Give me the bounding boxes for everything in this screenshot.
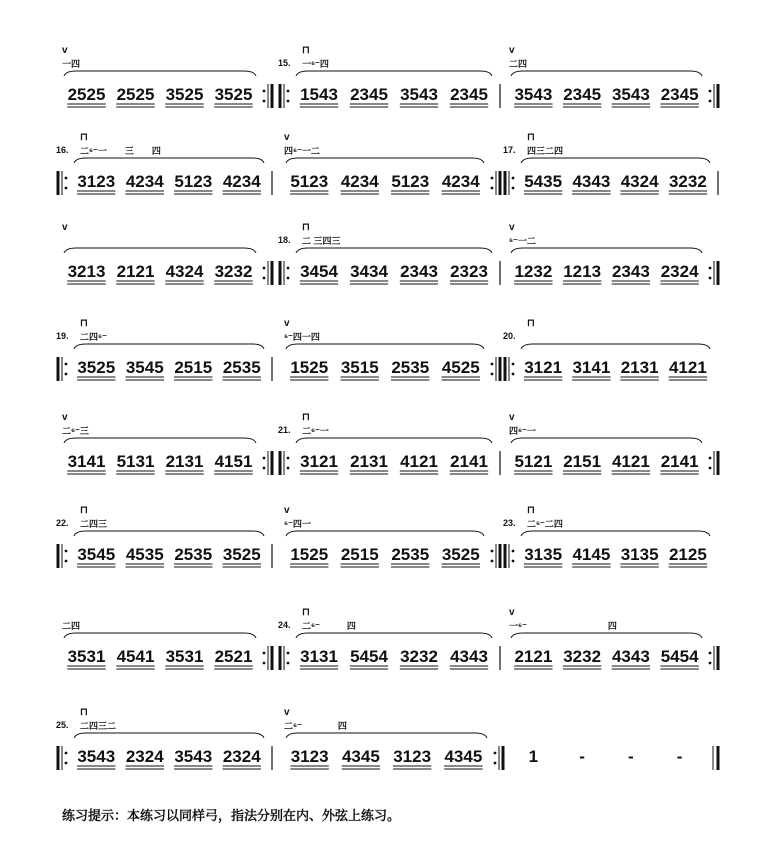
repeat-dot [512, 560, 515, 563]
note-group: 3543 [611, 85, 650, 104]
note-group: 2535 [391, 358, 430, 377]
slur [286, 733, 487, 738]
note-group: 3434 [350, 262, 388, 281]
fingering-label: 一⁶⁻ 四 [509, 621, 617, 631]
measure [284, 505, 500, 568]
exercise-number: 17. [503, 145, 516, 155]
measure [278, 45, 500, 108]
repeat-dot [709, 662, 712, 665]
slur [296, 248, 492, 253]
repeat-dot [263, 100, 266, 103]
note-group: 2525 [116, 85, 155, 104]
repeat-dot [512, 177, 515, 180]
slur [511, 71, 702, 76]
repeat-dot [65, 363, 68, 366]
measure [56, 505, 272, 568]
note-group: 2141 [450, 452, 488, 471]
exercise-number: 19. [56, 331, 69, 341]
note-group: 4324 [165, 262, 204, 281]
note-group: 2131 [350, 452, 388, 471]
repeat-dot [65, 373, 68, 376]
note-group: 3525 [214, 85, 253, 104]
note-group: - [579, 747, 585, 766]
measure [509, 607, 718, 670]
note-group: 4234 [125, 172, 164, 191]
repeat-dot [491, 373, 494, 376]
note-group: - [628, 747, 634, 766]
fingering-label: 二 三四三 [302, 236, 341, 246]
up-bow-mark: v [284, 707, 290, 718]
fingering-label: 二四 [509, 59, 528, 69]
fingering-label: ⁶⁻四一四 [284, 332, 320, 342]
note-group: 4343 [572, 172, 611, 191]
repeat-dot [65, 187, 68, 190]
down-bow-mark: ⊓ [527, 132, 535, 143]
note-group: 3123 [393, 747, 432, 766]
note-group: 5454 [350, 647, 388, 666]
measure [56, 318, 272, 381]
fingering-label: 一四 [62, 59, 81, 69]
note-group: 4234 [340, 172, 379, 191]
fingering-label: 二⁶⁻二四 [527, 519, 563, 529]
up-bow-mark: v [62, 222, 68, 233]
note-group: 3543 [174, 747, 213, 766]
slur [74, 344, 264, 349]
note-group: 4345 [341, 747, 380, 766]
measure [503, 318, 710, 381]
note-group: 5121 [514, 452, 553, 471]
note-group: 2125 [668, 545, 707, 564]
exercise-number: 23. [503, 518, 516, 528]
repeat-dot [491, 560, 494, 563]
slur [296, 438, 492, 443]
slur [286, 158, 484, 163]
fingering-label: 二⁶⁻ 四 [284, 721, 347, 731]
slur [64, 248, 256, 253]
slur [286, 344, 484, 349]
fingering-label: 四三二四 [527, 146, 564, 156]
note-group: 2151 [563, 452, 602, 471]
note-group: 3525 [222, 545, 261, 564]
note-group: 3131 [300, 647, 338, 666]
slur [64, 71, 256, 76]
slur [296, 71, 492, 76]
repeat-dot [287, 652, 290, 655]
note-group: 3545 [77, 545, 116, 564]
note-group: 3135 [620, 545, 659, 564]
note-group: 4345 [444, 747, 483, 766]
repeat-dot [491, 363, 494, 366]
note-group: 2535 [222, 358, 261, 377]
note-group: 5123 [174, 172, 213, 191]
note-group: 5131 [116, 452, 155, 471]
note-group: 2535 [174, 545, 213, 564]
slur [521, 344, 710, 349]
note-group: 2515 [174, 358, 213, 377]
measure [56, 132, 272, 195]
note-group: 2535 [391, 545, 430, 564]
repeat-dot [287, 467, 290, 470]
repeat-dot [263, 652, 266, 655]
note-group: 3515 [340, 358, 379, 377]
repeat-dot [491, 550, 494, 553]
note-group: 3121 [300, 452, 338, 471]
note-group: 2324 [222, 747, 261, 766]
repeat-dot [709, 267, 712, 270]
repeat-dot [65, 560, 68, 563]
repeat-dot [287, 267, 290, 270]
note-group: 2324 [660, 262, 699, 281]
note-group: 3123 [77, 172, 116, 191]
note-group: 3525 [165, 85, 204, 104]
repeat-dot [709, 90, 712, 93]
note-group: 3531 [67, 647, 106, 666]
note-group: 3531 [165, 647, 204, 666]
measure [284, 707, 503, 770]
fingering-label: 二四⁶⁻ [80, 332, 107, 342]
note-group: 5123 [391, 172, 430, 191]
note-group: 3232 [563, 647, 602, 666]
repeat-dot [263, 277, 266, 280]
measure [509, 222, 718, 285]
down-bow-mark: ⊓ [302, 607, 310, 618]
note-group: 4525 [441, 358, 480, 377]
note-group: 3543 [77, 747, 116, 766]
note-group: 3135 [524, 545, 563, 564]
repeat-dot [263, 467, 266, 470]
up-bow-mark: v [509, 607, 515, 618]
note-group: 3213 [67, 262, 106, 281]
measure [529, 746, 718, 770]
note-group: 1543 [300, 85, 338, 104]
note-group: 2131 [165, 452, 204, 471]
fingering-label: 一⁶⁻四 [302, 59, 329, 69]
down-bow-mark: ⊓ [302, 412, 310, 423]
measure [56, 707, 272, 770]
down-bow-mark: ⊓ [302, 222, 310, 233]
fingering-label: ⁶⁻四一 [284, 519, 311, 529]
note-group: 2131 [620, 358, 659, 377]
measure [509, 45, 718, 108]
measure [503, 505, 710, 568]
note-group: 3121 [524, 358, 563, 377]
fingering-label: 二四三二 [80, 721, 117, 731]
up-bow-mark: v [284, 505, 290, 516]
measure [509, 412, 718, 475]
note-group: 3454 [300, 262, 338, 281]
measure [278, 607, 500, 670]
fingering-label: 二四三 [80, 519, 108, 529]
exercise-number: 20. [503, 331, 516, 341]
down-bow-mark: ⊓ [527, 318, 535, 329]
note-group: 3525 [77, 358, 116, 377]
up-bow-mark: v [509, 412, 515, 423]
note-group: 3123 [290, 747, 329, 766]
repeat-dot [263, 267, 266, 270]
repeat-dot [491, 187, 494, 190]
fingering-label: ⁶⁻一二 [509, 236, 536, 246]
note-group: 3232 [400, 647, 438, 666]
note-group: 1525 [290, 358, 329, 377]
exercise-number: 18. [278, 235, 291, 245]
down-bow-mark: ⊓ [80, 132, 88, 143]
note-group: 5123 [290, 172, 329, 191]
exercise-number: 25. [56, 720, 69, 730]
measure [278, 222, 500, 285]
repeat-dot [709, 100, 712, 103]
slur [74, 531, 264, 536]
note-group: 4145 [572, 545, 611, 564]
fingering-label: 四⁶⁻一二 [284, 146, 320, 156]
slur [64, 633, 256, 638]
note-group: 2324 [125, 747, 164, 766]
note-group: 1213 [563, 262, 602, 281]
repeat-dot [287, 90, 290, 93]
slur [511, 633, 702, 638]
measure [284, 318, 500, 381]
repeat-dot [287, 277, 290, 280]
exercise-number: 22. [56, 518, 69, 528]
note-group: 3543 [400, 85, 438, 104]
repeat-dot [263, 662, 266, 665]
repeat-dot [287, 457, 290, 460]
slur [64, 438, 256, 443]
repeat-dot [512, 550, 515, 553]
note-group: 4541 [116, 647, 155, 666]
measure [62, 222, 272, 285]
note-group: - [676, 747, 683, 766]
down-bow-mark: ⊓ [80, 318, 88, 329]
repeat-dot [709, 467, 712, 470]
fingering-label: 二⁶⁻ 四 [302, 621, 356, 631]
note-group: 4535 [125, 545, 164, 564]
fingering-label: 二⁶⁻一 三 四 [80, 146, 161, 156]
down-bow-mark: ⊓ [80, 505, 88, 516]
up-bow-mark: v [62, 412, 68, 423]
repeat-dot [65, 177, 68, 180]
note-group: 4121 [668, 358, 707, 377]
note-group: 3232 [214, 262, 253, 281]
slur [521, 158, 710, 163]
slur [74, 733, 264, 738]
measure [62, 621, 272, 670]
note-group: 2345 [350, 85, 388, 104]
repeat-dot [709, 652, 712, 655]
repeat-dot [512, 363, 515, 366]
note-group: 4151 [214, 452, 253, 471]
repeat-dot [287, 662, 290, 665]
measure [62, 412, 272, 475]
repeat-dot [491, 177, 494, 180]
up-bow-mark: v [284, 132, 290, 143]
note-group: 4121 [611, 452, 650, 471]
slur [74, 158, 264, 163]
note-group: 3545 [125, 358, 164, 377]
down-bow-mark: ⊓ [80, 707, 88, 718]
slur [511, 438, 702, 443]
note-group: 2343 [611, 262, 650, 281]
fingering-label: 四⁶⁻一 [509, 426, 536, 436]
fingering-label: 二四 [62, 621, 81, 631]
note-group: 2345 [660, 85, 699, 104]
repeat-dot [65, 752, 68, 755]
note-group: 1232 [514, 262, 553, 281]
note-group: 4234 [441, 172, 480, 191]
repeat-dot [263, 90, 266, 93]
down-bow-mark: ⊓ [527, 505, 535, 516]
note-group: 2345 [563, 85, 602, 104]
practice-note: 练习提示：本练习以同样弓，指法分别在内、外弦上练习。 [62, 808, 401, 823]
slur [521, 531, 710, 536]
repeat-dot [494, 762, 497, 765]
note-group: 2521 [214, 647, 253, 666]
measure [503, 132, 718, 195]
note-group: 2121 [116, 262, 155, 281]
repeat-dot [65, 550, 68, 553]
note-group: 5454 [660, 647, 699, 666]
repeat-dot [512, 187, 515, 190]
note-group: 3141 [67, 452, 106, 471]
note-group: 1525 [290, 545, 329, 564]
note-group: 1 [528, 747, 539, 766]
slur [511, 248, 702, 253]
repeat-dot [263, 457, 266, 460]
repeat-dot [494, 752, 497, 755]
note-group: 4234 [222, 172, 261, 191]
repeat-dot [512, 373, 515, 376]
note-group: 2121 [514, 647, 553, 666]
note-group: 2343 [400, 262, 438, 281]
note-group: 3232 [668, 172, 707, 191]
note-group: 2141 [660, 452, 699, 471]
note-group: 5435 [524, 172, 563, 191]
exercise-number: 16. [56, 145, 69, 155]
down-bow-mark: ⊓ [302, 45, 310, 56]
note-group: 4324 [620, 172, 659, 191]
repeat-dot [65, 762, 68, 765]
note-group: 3141 [572, 358, 611, 377]
note-group: 4121 [400, 452, 438, 471]
measure [284, 132, 500, 195]
note-group: 2525 [67, 85, 106, 104]
note-group: 4343 [611, 647, 650, 666]
up-bow-mark: v [284, 318, 290, 329]
up-bow-mark: v [509, 222, 515, 233]
note-group: 3543 [514, 85, 553, 104]
slur [296, 633, 492, 638]
exercise-number: 24. [278, 620, 291, 630]
fingering-label: 二⁶⁻一 [302, 426, 329, 436]
up-bow-mark: v [62, 45, 68, 56]
measure [62, 45, 272, 108]
note-group: 4343 [450, 647, 488, 666]
note-group: 2323 [450, 262, 488, 281]
exercise-number: 15. [278, 58, 291, 68]
measure [278, 412, 500, 475]
repeat-dot [709, 277, 712, 280]
slur [286, 531, 484, 536]
note-group: 3525 [441, 545, 480, 564]
note-group: 2345 [450, 85, 488, 104]
up-bow-mark: v [509, 45, 515, 56]
fingering-label: 二⁶⁻三 [62, 426, 89, 436]
repeat-dot [709, 457, 712, 460]
exercise-number: 21. [278, 425, 291, 435]
repeat-dot [287, 100, 290, 103]
note-group: 2515 [340, 545, 379, 564]
